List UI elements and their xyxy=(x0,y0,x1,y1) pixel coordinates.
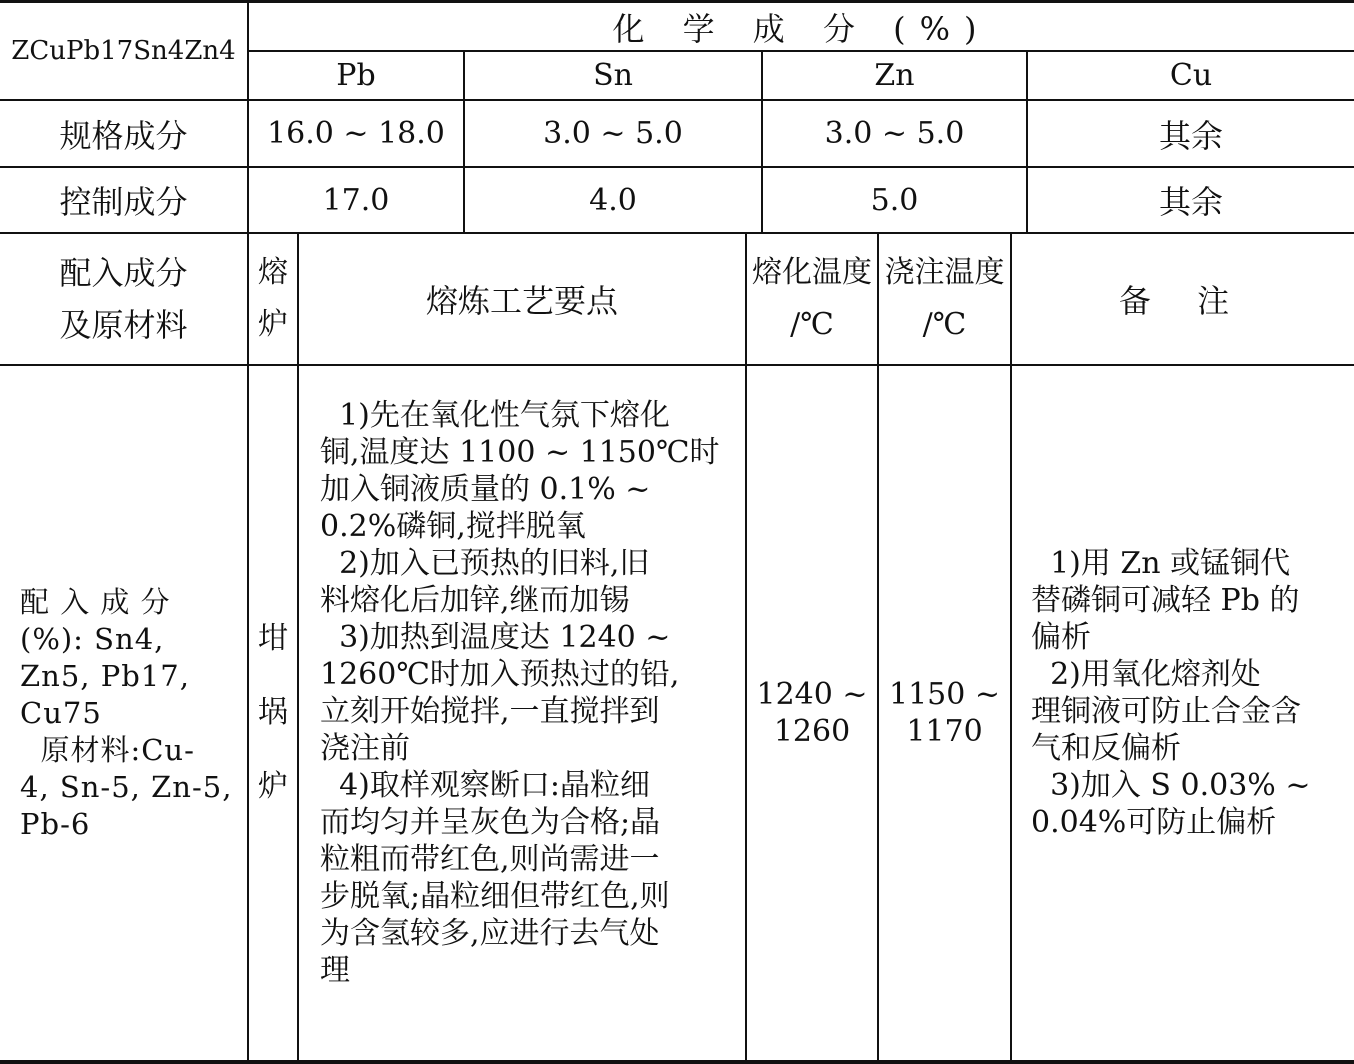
furnace-header-line2: 炉 xyxy=(258,307,288,342)
element-cu-text: Cu xyxy=(1169,58,1213,93)
spec-label-text: 规格成分 xyxy=(59,116,188,155)
rule-bottom xyxy=(0,1060,1354,1064)
furnace-header xyxy=(249,234,297,364)
spec-zn xyxy=(763,101,1026,166)
materials-header-line1: 配入成分 xyxy=(59,254,188,292)
element-sn xyxy=(465,52,761,99)
furnace-header-line1: 熔 xyxy=(258,255,288,290)
process-points-header xyxy=(299,234,745,364)
control-zn xyxy=(763,168,1026,232)
chem-composition-title xyxy=(249,3,1354,50)
melt-temp-header-line2: /℃ xyxy=(790,307,834,342)
melt-temp-header-line1: 熔化温度 xyxy=(752,255,872,290)
spec-cu-value: 其余 xyxy=(1158,116,1223,155)
alloy-grade-text: ZCuPb17Sn4Zn4 xyxy=(11,36,236,66)
alloy-grade xyxy=(0,3,247,99)
control-label xyxy=(0,168,247,232)
furnace-char-1: 坩 xyxy=(258,621,288,656)
pour-temp-cell xyxy=(879,366,1010,1060)
element-zn-text: Zn xyxy=(874,58,915,93)
materials-cell xyxy=(20,366,242,1060)
spec-sn xyxy=(465,101,761,166)
spec-sn-value: 3.0 ~ 5.0 xyxy=(543,116,683,151)
remarks-cell xyxy=(1031,366,1349,1060)
spec-cu xyxy=(1028,101,1354,166)
materials-header-line2: 及原材料 xyxy=(59,306,188,344)
remarks-header-text: 备 注 xyxy=(1118,282,1248,320)
pour-temp-header-line1: 浇注温度 xyxy=(884,255,1005,290)
control-label-text: 控制成分 xyxy=(59,183,188,221)
pour-temp-header-line2: /℃ xyxy=(922,307,967,342)
materials-header xyxy=(0,234,247,364)
pour-temp-header xyxy=(879,234,1010,364)
control-sn xyxy=(465,168,761,232)
process-points-text: 1)先在氧化性气氛下熔化 铜,温度达 1100 ~ 1150℃时 加入铜液质量的 0.1% ~ 0.2%磷铜,搅拌脱氧 2)加入已预热的旧料,旧 料熔化后加锌,继而加锡 3)加热到温度达 1240 ~ 1260℃时加入预热过的铅, 立刻开始搅拌,一直搅拌到 浇注前 4)取样观察断口:晶粒细 而均匀并呈灰色为合格;晶 粒粗而带红色,则尚需进一 步脱氧;晶粒细但带红色,则 为含氢较多,应进行去气处 理 xyxy=(320,398,720,988)
element-pb xyxy=(249,52,463,99)
element-zn xyxy=(763,52,1026,99)
furnace-char-2: 埚 xyxy=(258,695,288,730)
melt-temp-line1: 1240 ~ xyxy=(756,677,868,712)
control-zn-value: 5.0 xyxy=(870,182,919,218)
process-points-cell xyxy=(320,366,740,1060)
pour-temp-line2: 1170 xyxy=(906,714,983,749)
spec-zn-value: 3.0 ~ 5.0 xyxy=(824,116,965,151)
materials-text: 配 入 成 分 (%): Sn4, Zn5, Pb17, Cu75 原材料:Cu- 4, Sn-5, Zn-5, Pb-6 xyxy=(20,584,233,841)
element-sn-text: Sn xyxy=(593,58,633,93)
melt-temp-header xyxy=(747,234,877,364)
control-cu xyxy=(1028,168,1354,232)
control-pb xyxy=(249,168,463,232)
remarks-header xyxy=(1012,234,1354,364)
melt-temp-line2: 1260 xyxy=(773,714,851,749)
spec-label xyxy=(0,101,247,166)
control-cu-value: 其余 xyxy=(1158,183,1223,221)
furnace-char-3: 炉 xyxy=(258,769,288,804)
control-sn-value: 4.0 xyxy=(589,182,637,218)
pour-temp-line1: 1150 ~ xyxy=(888,677,1001,712)
remarks-text: 1)用 Zn 或锰铜代 替磷铜可减轻 Pb 的 偏析 2)用氧化熔剂处 理铜液可防止合金含 气和反偏析 3)加入 S 0.03% ~ 0.04%可防止偏析 xyxy=(1031,546,1311,840)
chem-composition-title-text: 化 学 成 分 (%) xyxy=(612,9,991,48)
furnace-cell xyxy=(249,366,297,1060)
element-pb-text: Pb xyxy=(336,58,376,93)
control-pb-value: 17.0 xyxy=(322,182,390,218)
melt-temp-cell xyxy=(747,366,877,1060)
element-cu xyxy=(1028,52,1354,99)
process-points-header-text: 熔炼工艺要点 xyxy=(425,282,618,320)
spec-pb-value: 16.0 ~ 18.0 xyxy=(267,116,445,151)
spec-pb xyxy=(249,101,463,166)
